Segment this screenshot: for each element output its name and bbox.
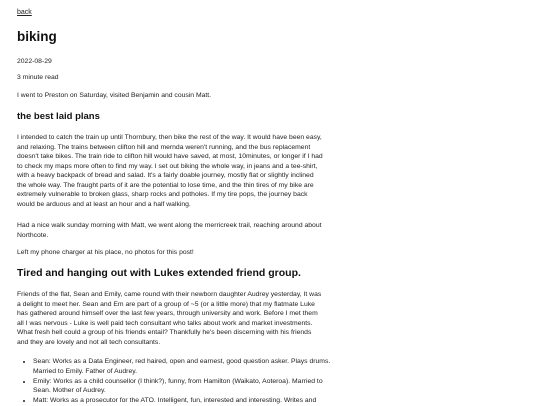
paragraph-plans-1: I intended to catch the train up until Thornbury, then bike the rest of the way. It would have been easy, and relaxing. The trains between clifton hill and mernda weren't running, and the bus replacement doesn't take bikes. The train ride to clifton hill would have saved, at most, 10minutes, or longer if I had to check my maps more often to find my way. I set out biking the whole way, in jeans and a tee-shirt, with a heavy backpack of bread and salad. It's a fairly doable journey, mostly flat or slightly inclined the whole way. The fraught parts of it are the potential to lose time, and the thin tires of my bike are extremely vulnerable to broken glass, sharp rocks and potholes. If my tire pops, the journey back would be arduous and at least an hour and a half walking. bbox=[17, 134, 323, 208]
paragraph-plans-3: Left my phone charger at his place, no photos for this post! bbox=[17, 249, 194, 256]
section-heading-friends: Tired and hanging out with Lukes extended friend group. bbox=[17, 267, 301, 279]
post-date: 2022-08-29 bbox=[17, 58, 52, 65]
back-link[interactable]: back bbox=[17, 9, 32, 16]
intro-paragraph: I went to Preston on Saturday, visited Benjamin and cousin Matt. bbox=[17, 92, 212, 99]
paragraph-plans-2: Had a nice walk sunday morning with Matt, we went along the merricreek trail, reaching around about Northcote. bbox=[17, 222, 322, 239]
friends-list bbox=[17, 357, 340, 406]
list-item: • Emily: Works as a child counsellor (I think?), funny, from Hamilton (Waikato, Aoteroa). Married to Sean. Mother of Audrey. bbox=[33, 377, 340, 396]
paragraph-friends: Friends of the flat, Sean and Emily, came round with their newborn daughter Audrey yesterday, It was a delight to meet her. Sean and Em are part of a group of ~5 (or a little more) that my flatmate Luke has gathered around himself over the last few years, through university and work. Before I met them all I was nervous - Luke is well paid tech consultant who talks about work and market investments. What fresh hell could a group of his friends entail? Thankfully he's been discerning with his friends and they are lovely and not all tech consultants. bbox=[17, 291, 322, 346]
list-item: • Matt: Works as a prosecutor for the ATO. Intelligent, fun, interested and interesting. Writes and bbox=[33, 396, 340, 406]
post-title: biking bbox=[17, 29, 57, 44]
list-item: • Sean: Works as a Data Engineer, red haired, open and earnest, good question asker. Plays drums. Married to Emily. Father of Audrey. bbox=[33, 357, 340, 376]
read-time: 3 minute read bbox=[17, 74, 59, 81]
section-heading-plans: the best laid plans bbox=[17, 111, 100, 122]
